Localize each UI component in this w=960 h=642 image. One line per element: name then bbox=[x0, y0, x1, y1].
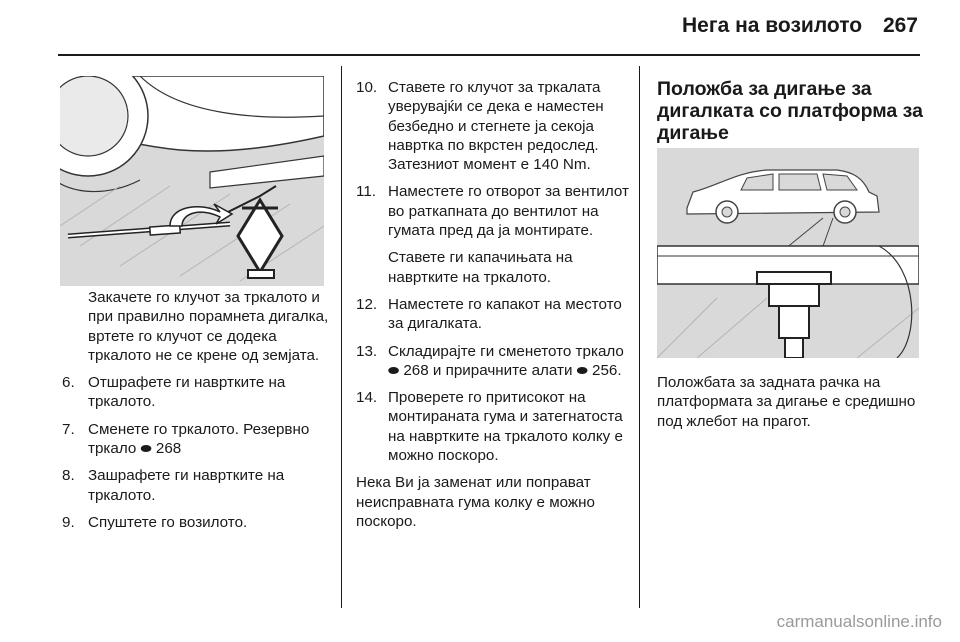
reference-arrow-icon: ⬬ bbox=[388, 362, 400, 378]
list-item: 11. Наместете го отворот за вентилот во раткапната до вентилот на гумата пред да ја монтирате. Ставете ги капачињата на навртките на тркалото. bbox=[356, 183, 629, 286]
page-reference-link[interactable]: 268 bbox=[155, 440, 182, 458]
column-divider-right bbox=[639, 66, 640, 608]
header-rule bbox=[58, 54, 920, 56]
list-item: 13. Складирајте ги сменетото тркало ⬬ 268 и прирачните алати ⬬ 256. bbox=[356, 342, 624, 379]
list-item: 9. Спуштете го возилото. bbox=[62, 513, 248, 531]
reference-arrow-icon: ⬬ bbox=[140, 441, 152, 457]
left-column bbox=[62, 288, 332, 532]
watermark: carmanualsonline.info bbox=[776, 612, 942, 631]
intro-paragraph: Закачете го клучот за тркалото и при правилно порамнета дигалка, вртете го клучот се додека тркалото не се крене од земјата. bbox=[88, 289, 329, 364]
list-item: 6. Отшрафете ги навртките на тркалото. bbox=[62, 374, 286, 411]
list-item: 10. Ставете го клучот за тркалата уверувајќи се дека е наместен безбедно и стегнете ја секоја навртка по вкрстен редослед. Затезниот момент е 140 Nm. bbox=[356, 79, 604, 174]
column-divider-left bbox=[341, 66, 342, 608]
closing-paragraph: Нека Ви ја заменат или поправат неисправната гума колку е можно поскоро. bbox=[356, 474, 595, 530]
page-number: 267 bbox=[882, 14, 918, 37]
page-header-title: Нега на возилото bbox=[682, 14, 863, 37]
list-item: 14. Проверете го притисокот на монтираната гума и затегнатоста на навртките на тркалото колку е можно поскоро. bbox=[356, 389, 623, 465]
lifting-platform-illustration bbox=[657, 148, 919, 358]
reference-arrow-icon: ⬬ bbox=[576, 362, 588, 378]
section-heading: Положба за дигање за дигалката со платформа за дигање bbox=[657, 78, 923, 144]
middle-column bbox=[356, 78, 632, 531]
list-item: 7. Сменете го тркалото. Резервно тркало ⬬ 268 bbox=[62, 420, 310, 458]
list-item: 8. Зашрафете ги навртките на тркалото. bbox=[62, 467, 285, 504]
page-reference-link[interactable]: 256. bbox=[592, 361, 622, 379]
jack-illustration bbox=[60, 76, 324, 286]
right-column bbox=[657, 78, 923, 144]
page-reference-link[interactable]: 268 bbox=[403, 361, 429, 379]
illustration-caption: Положбата за задната рачка на платформата за дигање е средишно под жлебот на прагот. bbox=[657, 374, 916, 430]
list-item: 12. Наместете го капакот на местото за дигалката. bbox=[356, 295, 622, 333]
